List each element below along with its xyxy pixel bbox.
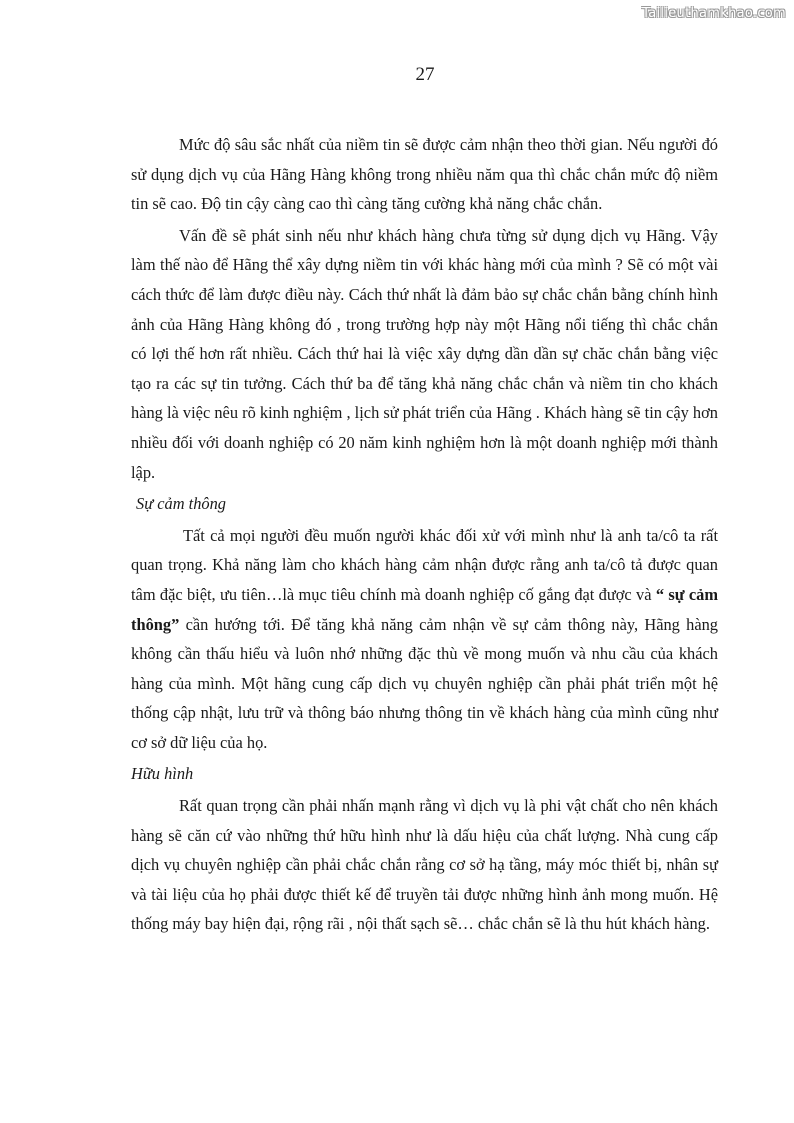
paragraph-empathy-part1: Tất cả mọi người đều muốn người khác đối xử với mình như là anh ta/cô ta rất quan trọng. Khả năng làm cho khách hàng cảm nhận được rằng anh ta/cô tả được quan tâm đặc biệt, ưu tiên…là mục tiêu chính mà doanh nghiệp cố gắng đạt được và: [131, 525, 718, 604]
document-body: [131, 130, 718, 941]
paragraph-new-customers: Vấn đề sẽ phát sinh nếu như khách hàng chưa từng sử dụng dịch vụ Hãng. Vậy làm thế nào để Hãng thể xây dựng niềm tin với khác hàng mới của mình ? Sẽ có một vài cách thức để làm được điều này. Cách thứ nhất là đảm bảo sự chắc chắn bằng chính hình ảnh của Hãng Hàng không đó , trong trường hợp này một Hãng nổi tiếng thì chắc chắn có lợi thế hơn rất nhiều. Cách thứ hai là việc xây dựng dần dần sự chăc chắn bằng việc tạo ra các sự tin tưởng. Cách thứ ba để tăng khả năng chắc chắn và niềm tin cho khách hàng là việc nêu rõ kinh nghiệm , lịch sử phát triển của Hãng . Khách hàng sẽ tin cậy hơn nhiều đối với doanh nghiệp có 20 năm kinh nghiệm hơn là một doanh nghiệp mới thành lập.: [131, 225, 718, 482]
paragraph-empathy-bold-term: “ sự cảm thông”: [131, 584, 718, 634]
watermark: Tailieuthamkhao.com: [642, 6, 786, 21]
heading-empathy: Sự cảm thông: [136, 494, 226, 514]
paragraph-empathy-part2: cần hướng tới. Để tăng khả năng cảm nhận về sự cảm thông này, Hãng hàng không cần thấu hiểu và luôn nhớ những đặc thù về mong muốn và nhu cầu của khách hàng của mình. Một hãng cung cấp dịch vụ chuyên nghiệp cần phải phát triển một hệ thống cập nhật, lưu trữ và thông báo nhưng thông tin về khách hàng của mình cũng như cơ sở dữ liệu của họ.: [131, 614, 718, 752]
paragraph-empathy: [131, 521, 718, 758]
heading-tangibles: Hữu hình: [131, 764, 194, 784]
paragraph-trust-depth: Mức độ sâu sắc nhất của niềm tin sẽ được cảm nhận theo thời gian. Nếu người đó sử dụng dịch vụ của Hãng Hàng không trong nhiều năm qua thì chắc chắn mức độ niềm tin sẽ cao. Độ tin cậy càng cao thì càng tăng cường khả năng chắc chắn.: [131, 135, 718, 214]
paragraph-tangibles: Rất quan trọng cần phải nhấn mạnh rằng vì dịch vụ là phi vật chất cho nên khách hàng sẽ căn cứ vào những thứ hữu hình như là dấu hiệu của chất lượng. Nhà cung cấp dịch vụ chuyên nghiệp cần phải chắc chắn rằng cơ sở hạ tầng, máy móc thiết bị, nhân sự và tài liệu của họ phải được thiết kế để truyền tải được những hình ảnh mong muốn. Hệ thống máy bay hiện đại, rộng rãi , nội thất sạch sẽ… chắc chắn sẽ là thu hút khách hàng.: [131, 796, 718, 934]
page-number: 27: [415, 64, 435, 85]
